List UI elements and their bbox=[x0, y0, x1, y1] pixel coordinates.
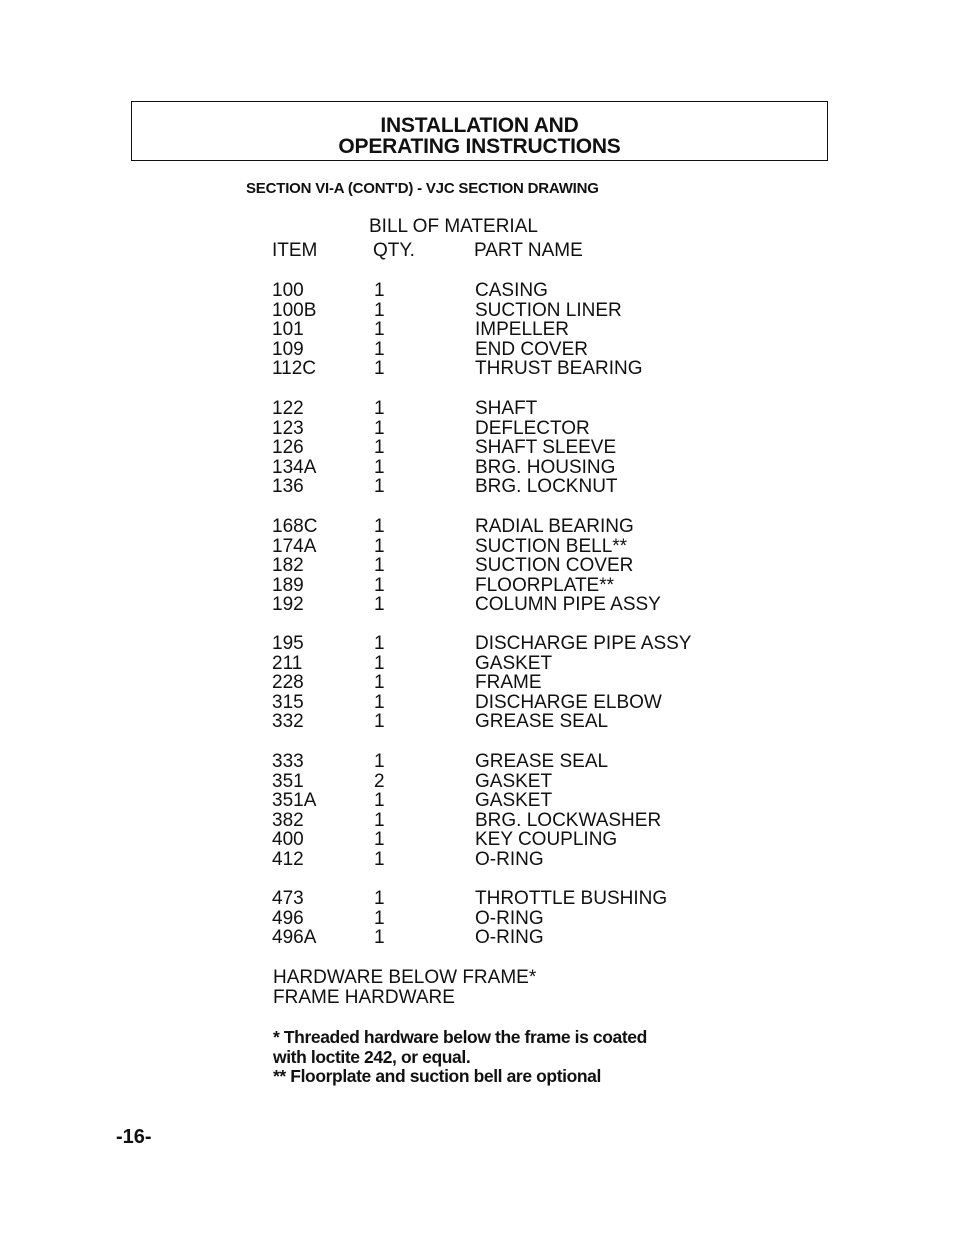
quantity: 1 bbox=[374, 456, 385, 478]
item-number: 182 bbox=[272, 555, 304, 577]
part-name: DEFLECTOR bbox=[475, 417, 590, 439]
quantity: 1 bbox=[374, 299, 385, 321]
quantity: 1 bbox=[374, 555, 385, 577]
part-name: CASING bbox=[475, 280, 548, 301]
part-name: SHAFT SLEEVE bbox=[475, 437, 617, 459]
column-header-qty: QTY. bbox=[373, 240, 415, 261]
item-number: 332 bbox=[272, 711, 304, 733]
quantity: 1 bbox=[374, 398, 385, 419]
part-name: SUCTION LINER bbox=[475, 299, 622, 321]
item-number: 496 bbox=[272, 907, 304, 929]
item-number: 100 bbox=[272, 280, 304, 301]
table-row bbox=[0, 772, 954, 792]
column-header-part-name: PART NAME bbox=[474, 240, 583, 261]
part-name: IMPELLER bbox=[475, 319, 569, 341]
table-row bbox=[0, 458, 954, 478]
quantity: 1 bbox=[374, 319, 385, 341]
part-name: SUCTION COVER bbox=[475, 555, 634, 577]
part-name: O-RING bbox=[475, 927, 544, 949]
bom-group-4 bbox=[0, 634, 954, 732]
part-name: DISCHARGE ELBOW bbox=[475, 691, 662, 713]
table-row bbox=[0, 654, 954, 674]
quantity: 1 bbox=[374, 751, 385, 772]
title-line-1: INSTALLATION AND bbox=[380, 114, 579, 137]
item-number: 112C bbox=[272, 358, 317, 380]
part-name: GASKET bbox=[475, 790, 553, 812]
item-number: 174A bbox=[272, 535, 317, 557]
title-line-2: OPERATING INSTRUCTIONS bbox=[338, 135, 621, 158]
quantity: 1 bbox=[374, 711, 385, 733]
table-row bbox=[0, 281, 954, 301]
part-name: GREASE SEAL bbox=[475, 711, 609, 733]
table-row bbox=[0, 634, 954, 654]
table-row bbox=[0, 477, 954, 497]
table-row bbox=[0, 811, 954, 831]
item-number: 473 bbox=[272, 888, 304, 909]
bill-of-material-title: BILL OF MATERIAL bbox=[369, 216, 538, 237]
table-row bbox=[0, 419, 954, 439]
table-row bbox=[0, 359, 954, 379]
part-name: BRG. LOCKWASHER bbox=[475, 809, 662, 831]
section-heading: SECTION VI-A (CONT'D) - VJC SECTION DRAWING bbox=[246, 180, 599, 197]
quantity: 1 bbox=[374, 358, 385, 380]
item-number: 122 bbox=[272, 398, 304, 419]
quantity: 1 bbox=[374, 907, 385, 929]
quantity: 1 bbox=[374, 848, 385, 870]
quantity: 1 bbox=[374, 437, 385, 459]
item-number: 496A bbox=[272, 927, 317, 949]
table-row bbox=[0, 517, 954, 537]
item-number: 412 bbox=[272, 848, 304, 870]
part-name: O-RING bbox=[475, 907, 544, 929]
quantity: 1 bbox=[374, 516, 385, 537]
quantity: 1 bbox=[374, 594, 385, 616]
part-name: GREASE SEAL bbox=[475, 751, 609, 772]
table-row bbox=[0, 791, 954, 811]
part-name: FRAME bbox=[475, 672, 542, 694]
item-number: 123 bbox=[272, 417, 304, 439]
table-row bbox=[0, 830, 954, 850]
item-number: 100B bbox=[272, 299, 317, 321]
table-row bbox=[0, 928, 954, 948]
part-name: BRG. LOCKNUT bbox=[475, 476, 618, 498]
part-name: FLOORPLATE** bbox=[475, 574, 615, 596]
page-number: -16- bbox=[116, 1126, 152, 1148]
table-row bbox=[0, 595, 954, 615]
frame-hardware: FRAME HARDWARE bbox=[273, 987, 455, 1008]
item-number: 195 bbox=[272, 633, 304, 654]
item-number: 109 bbox=[272, 338, 304, 360]
quantity: 1 bbox=[374, 790, 385, 812]
bom-group-3 bbox=[0, 517, 954, 615]
item-number: 192 bbox=[272, 594, 304, 616]
part-name: SHAFT bbox=[475, 398, 538, 419]
table-row bbox=[0, 438, 954, 458]
table-row bbox=[0, 850, 954, 870]
item-number: 189 bbox=[272, 574, 304, 596]
quantity: 2 bbox=[374, 770, 385, 792]
table-row bbox=[0, 576, 954, 596]
item-number: 134A bbox=[272, 456, 317, 478]
bom-group-6 bbox=[0, 889, 954, 948]
document-title-box bbox=[131, 101, 828, 161]
bom-group-2 bbox=[0, 399, 954, 497]
note-line-3: ** Floorplate and suction bell are optional bbox=[273, 1066, 601, 1086]
note-line-2: with loctite 242, or equal. bbox=[273, 1047, 471, 1067]
table-row bbox=[0, 399, 954, 419]
quantity: 1 bbox=[374, 633, 385, 654]
table-row bbox=[0, 301, 954, 321]
quantity: 1 bbox=[374, 927, 385, 949]
table-row bbox=[0, 909, 954, 929]
table-row bbox=[0, 556, 954, 576]
quantity: 1 bbox=[374, 691, 385, 713]
part-name: THRUST BEARING bbox=[475, 358, 643, 380]
item-number: 351A bbox=[272, 790, 317, 812]
table-row bbox=[0, 537, 954, 557]
quantity: 1 bbox=[374, 338, 385, 360]
part-name: SUCTION BELL** bbox=[475, 535, 628, 557]
table-row bbox=[0, 889, 954, 909]
table-row bbox=[0, 340, 954, 360]
part-name: BRG. HOUSING bbox=[475, 456, 616, 478]
table-row bbox=[0, 712, 954, 732]
quantity: 1 bbox=[374, 417, 385, 439]
note-line-1: * Threaded hardware below the frame is coated bbox=[273, 1027, 647, 1047]
part-name: COLUMN PIPE ASSY bbox=[475, 594, 661, 616]
part-name: GASKET bbox=[475, 652, 553, 674]
part-name: O-RING bbox=[475, 848, 544, 870]
hardware-below-frame: HARDWARE BELOW FRAME* bbox=[273, 967, 537, 988]
table-row bbox=[0, 752, 954, 772]
item-number: 126 bbox=[272, 437, 304, 459]
item-number: 168C bbox=[272, 516, 318, 537]
part-name: GASKET bbox=[475, 770, 553, 792]
item-number: 136 bbox=[272, 476, 304, 498]
quantity: 1 bbox=[374, 476, 385, 498]
quantity: 1 bbox=[374, 652, 385, 674]
item-number: 101 bbox=[272, 319, 304, 341]
quantity: 1 bbox=[374, 574, 385, 596]
table-row bbox=[0, 320, 954, 340]
part-name: END COVER bbox=[475, 338, 588, 360]
table-row bbox=[0, 693, 954, 713]
item-number: 351 bbox=[272, 770, 304, 792]
column-header-item: ITEM bbox=[272, 240, 318, 261]
item-number: 400 bbox=[272, 829, 304, 851]
quantity: 1 bbox=[374, 535, 385, 557]
part-name: RADIAL BEARING bbox=[475, 516, 634, 537]
quantity: 1 bbox=[374, 280, 385, 301]
quantity: 1 bbox=[374, 829, 385, 851]
item-number: 333 bbox=[272, 751, 304, 772]
item-number: 382 bbox=[272, 809, 304, 831]
table-row bbox=[0, 673, 954, 693]
part-name: DISCHARGE PIPE ASSY bbox=[475, 633, 692, 654]
quantity: 1 bbox=[374, 888, 385, 909]
item-number: 211 bbox=[272, 652, 303, 674]
item-number: 315 bbox=[272, 691, 304, 713]
bom-group-5 bbox=[0, 752, 954, 870]
bom-group-1 bbox=[0, 281, 954, 379]
part-name: THROTTLE BUSHING bbox=[475, 888, 668, 909]
quantity: 1 bbox=[374, 809, 385, 831]
quantity: 1 bbox=[374, 672, 385, 694]
part-name: KEY COUPLING bbox=[475, 829, 618, 851]
item-number: 228 bbox=[272, 672, 304, 694]
